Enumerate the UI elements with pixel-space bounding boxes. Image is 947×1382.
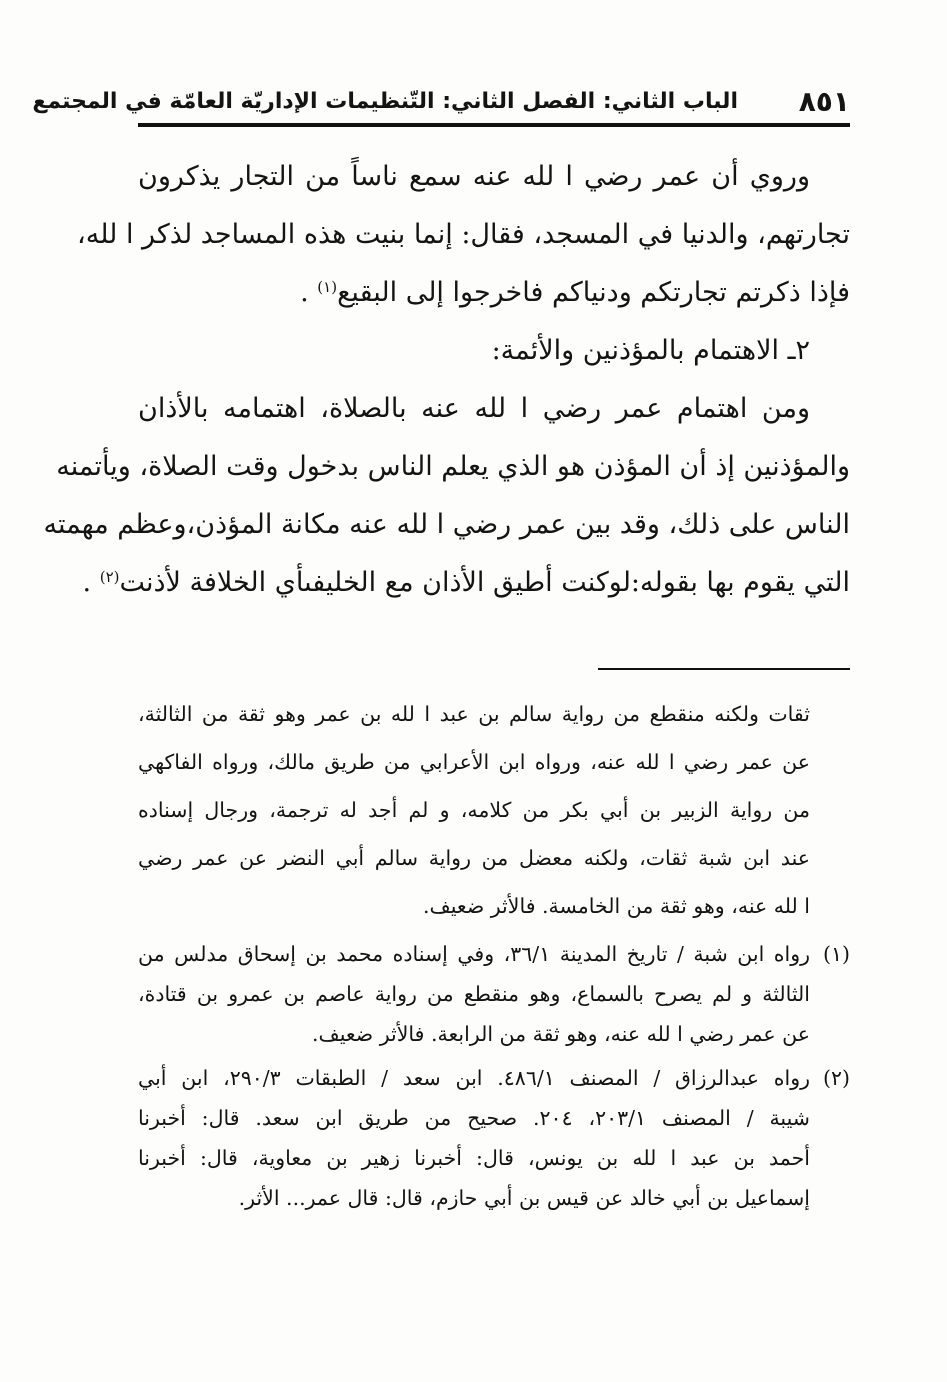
footnote-line: ثقات ولكنه منقطع من رواية سالم بن عبد ا لله بن عمر وهو ثقة من الثالثة، <box>138 702 810 726</box>
footnote-continuation <box>138 690 850 930</box>
section-heading: ٢ـ الاهتمام بالمؤذنين والأئمة: <box>491 335 810 366</box>
footnotes <box>138 690 850 1218</box>
footnote-line: من رواية الزبير بن أبي بكر من كلامه، و لم أجد له ترجمة، ورجال إسناده <box>138 798 810 822</box>
footnote-1 <box>138 934 850 1054</box>
body-line: وروي أن عمر رضي ا لله عنه سمع ناساً من التجار يذكرون <box>138 161 810 192</box>
body-line <box>138 264 850 322</box>
footnote-line <box>138 934 850 974</box>
body-line: ومن اهتمام عمر رضي ا لله عنه بالصلاة، اهتمامه بالأذان <box>138 393 810 424</box>
header-rule <box>138 123 850 127</box>
body-line: الناس على ذلك، وقد بين عمر رضي ا لله عنه مكانة المؤذن،وعظم مهمته <box>43 509 850 540</box>
footnote-number: (٢) <box>822 1066 850 1090</box>
footnote-line: ا لله عنه، وهو ثقة من الخامسة. فالأثر ضعيف. <box>423 894 810 918</box>
page-number: ٨٥١ <box>798 85 850 118</box>
body-line <box>82 554 850 612</box>
sentence-end: . <box>82 567 92 598</box>
footnote-line: شيبة / المصنف ٢٠٣/١، ٢٠٤. صحيح من طريق ابن سعد. قال: أخبرنا <box>138 1106 810 1130</box>
footnote-line: عن عمر رضي ا لله عنه، وهو ثقة من الرابعة. فالأثر ضعيف. <box>311 1022 810 1046</box>
footnote-ref: (٢) <box>99 568 120 586</box>
footnote-text: رواه عبدالرزاق / المصنف ٤٨٦/١. ابن سعد / الطبقات ٢٩٠/٣، ابن أبي <box>138 1066 810 1090</box>
footnote-line: عن عمر رضي ا لله عنه، ورواه ابن الأعرابي من طريق مالك، ورواه الفاكهي <box>138 750 810 774</box>
footnote-separator <box>598 668 850 670</box>
body-line: والمؤذنين إذ أن المؤذن هو الذي يعلم الناس بدخول وقت الصلاة، ويأتمنه <box>56 451 850 482</box>
body-line: تجارتهم، والدنيا في المسجد، فقال: إنما بنيت هذه المساجد لذكر ا لله، <box>77 219 850 250</box>
chapter-title: الباب الثاني: الفصل الثاني: التّنظيمات الإداريّة العامّة في المجتمع <box>32 89 738 114</box>
body-line-text: التي يقوم بها بقوله:لوكنت أطيق الأذان مع الخليفىأي الخلافة لأذنت <box>119 567 850 598</box>
sentence-end: . <box>300 277 309 308</box>
footnote-number: (١) <box>823 942 851 966</box>
footnote-line: الثالثة و لم يصرح بالسماع، وهو منقطع من رواية عاصم بن عمرو بن قتادة، <box>138 982 810 1006</box>
footnote-line: إسماعيل بن أبي خالد عن قيس بن أبي حازم، قال: قال عمر... الأثر. <box>238 1186 810 1210</box>
main-text <box>43 148 850 612</box>
footnote-text: رواه ابن شبة / تاريخ المدينة ٣٦/١، وفي إسناده محمد بن إسحاق مدلس من <box>138 942 811 966</box>
footnote-line: أحمد بن عبد ا لله بن يونس، قال: أخبرنا زهير بن معاوية، قال: أخبرنا <box>138 1146 810 1170</box>
footnote-ref: (١) <box>317 278 338 296</box>
footnote-line <box>138 1058 850 1098</box>
body-line-text: فإذا ذكرتم تجارتكم ودنياكم فاخرجوا إلى البقيع <box>337 277 850 308</box>
running-header <box>32 85 850 123</box>
footnote-2 <box>138 1058 850 1218</box>
footnote-line: عند ابن شبة ثقات، ولكنه معضل من رواية سالم أبي النضر عن عمر رضي <box>138 846 810 870</box>
